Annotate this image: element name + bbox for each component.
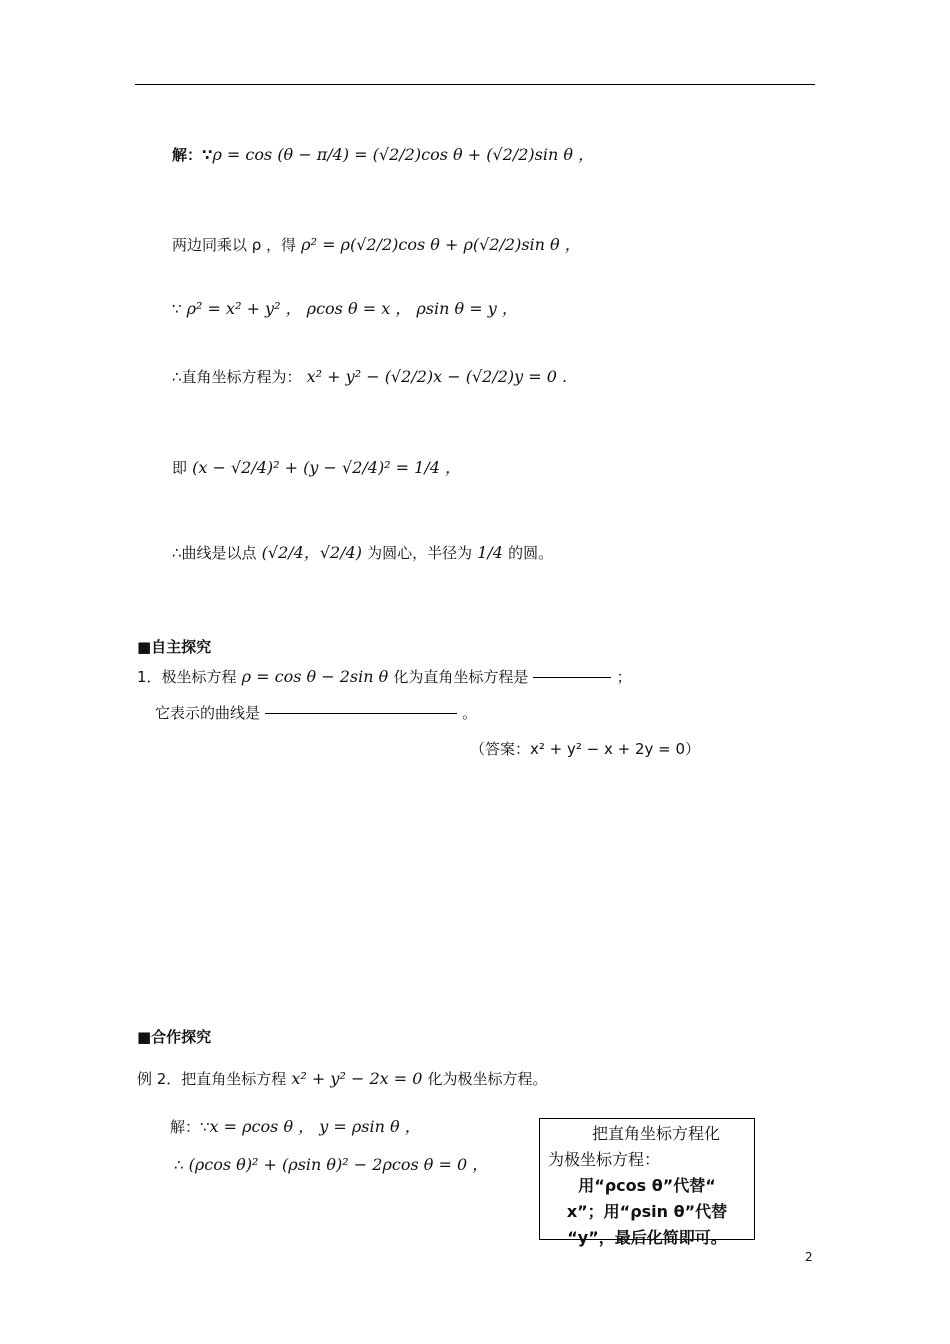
example-2-solution-line-2 <box>174 1152 488 1175</box>
question-1-line-1 <box>137 666 632 687</box>
radius-value: 1/4 <box>477 543 503 562</box>
line-text: 化为直角坐标方程是 <box>393 668 529 686</box>
example-label: 例 2．把直角坐标方程 <box>137 1070 287 1088</box>
solution-line-6 <box>172 540 553 563</box>
line-text: ； <box>616 668 632 686</box>
answer-blank[interactable] <box>265 713 457 714</box>
since-symbol: ∵ <box>172 300 182 318</box>
solution-line-1 <box>172 142 594 165</box>
center-point: (√2/4，√2/4) <box>261 543 363 562</box>
equation: (ρcos θ)² + (ρsin θ)² − 2ρcos θ = 0 ， <box>188 1155 489 1174</box>
page-number: 2 <box>805 1250 813 1264</box>
therefore-symbol: ∴ <box>174 1156 184 1174</box>
equation: ρ = cos θ − 2sin θ <box>241 667 389 686</box>
equation: ρ = cos (θ − π/4) = (√2/2)cos θ + (√2/2)sin θ ， <box>212 145 595 164</box>
header-rule <box>135 84 815 85</box>
line-text: 它表示的曲线是 <box>155 704 261 722</box>
solution-prefix: 解：∵ <box>170 1118 210 1136</box>
tip-line: 用“ρcos θ”代替“ <box>578 1176 716 1195</box>
tip-line: “y”，最后化简即可。 <box>567 1228 727 1247</box>
solution-prefix: 解：∵ <box>172 146 213 164</box>
line-text: 。 <box>462 704 478 722</box>
tip-box <box>539 1118 755 1247</box>
answer-text: （答案：x² + y² − x + 2y = 0） <box>470 740 701 758</box>
solution-line-3 <box>172 296 518 319</box>
equation: ρ² = x² + y² ， ρcos θ = x ， ρsin θ = y ， <box>186 299 518 318</box>
equation: x² + y² − 2x = 0 <box>291 1069 423 1088</box>
line-text: 即 <box>172 459 188 477</box>
equation: x² + y² − (√2/2)x − (√2/2)y = 0 . <box>306 367 568 386</box>
line-text: 为圆心，半径为 <box>367 544 473 562</box>
tip-line: x”；用“ρsin θ”代替 <box>566 1202 728 1221</box>
equation: ρ² = ρ(√2/2)cos θ + ρ(√2/2)sin θ ， <box>301 235 581 254</box>
solution-line-5 <box>172 455 461 478</box>
solution-line-2 <box>172 232 581 255</box>
solution-line-4 <box>172 366 567 387</box>
answer-blank[interactable] <box>533 677 611 678</box>
equation: (x − √2/4)² + (y − √2/4)² = 1/4 ， <box>192 458 462 477</box>
example-2-statement <box>137 1068 548 1089</box>
question-1-line-2 <box>155 702 477 723</box>
equation: x = ρcos θ ， y = ρsin θ ， <box>209 1117 421 1136</box>
tip-line: 把直角坐标方程化 <box>592 1124 721 1143</box>
line-text: ∴直角坐标方程为： <box>172 368 302 386</box>
question-label: 1．极坐标方程 <box>137 668 237 686</box>
line-text: 化为极坐标方程。 <box>427 1070 548 1088</box>
line-text: 两边同乘以 ρ ，得 <box>172 236 297 254</box>
line-text: ∴曲线是以点 <box>172 544 257 562</box>
section-heading-coop-explore: ■合作探究 <box>137 1028 212 1046</box>
line-text: 的圆。 <box>508 544 554 562</box>
example-2-solution-line-1 <box>170 1114 421 1137</box>
answer-note <box>470 738 700 759</box>
tip-line: 为极坐标方程： <box>548 1150 661 1169</box>
section-heading-self-explore: ■自主探究 <box>137 638 212 656</box>
